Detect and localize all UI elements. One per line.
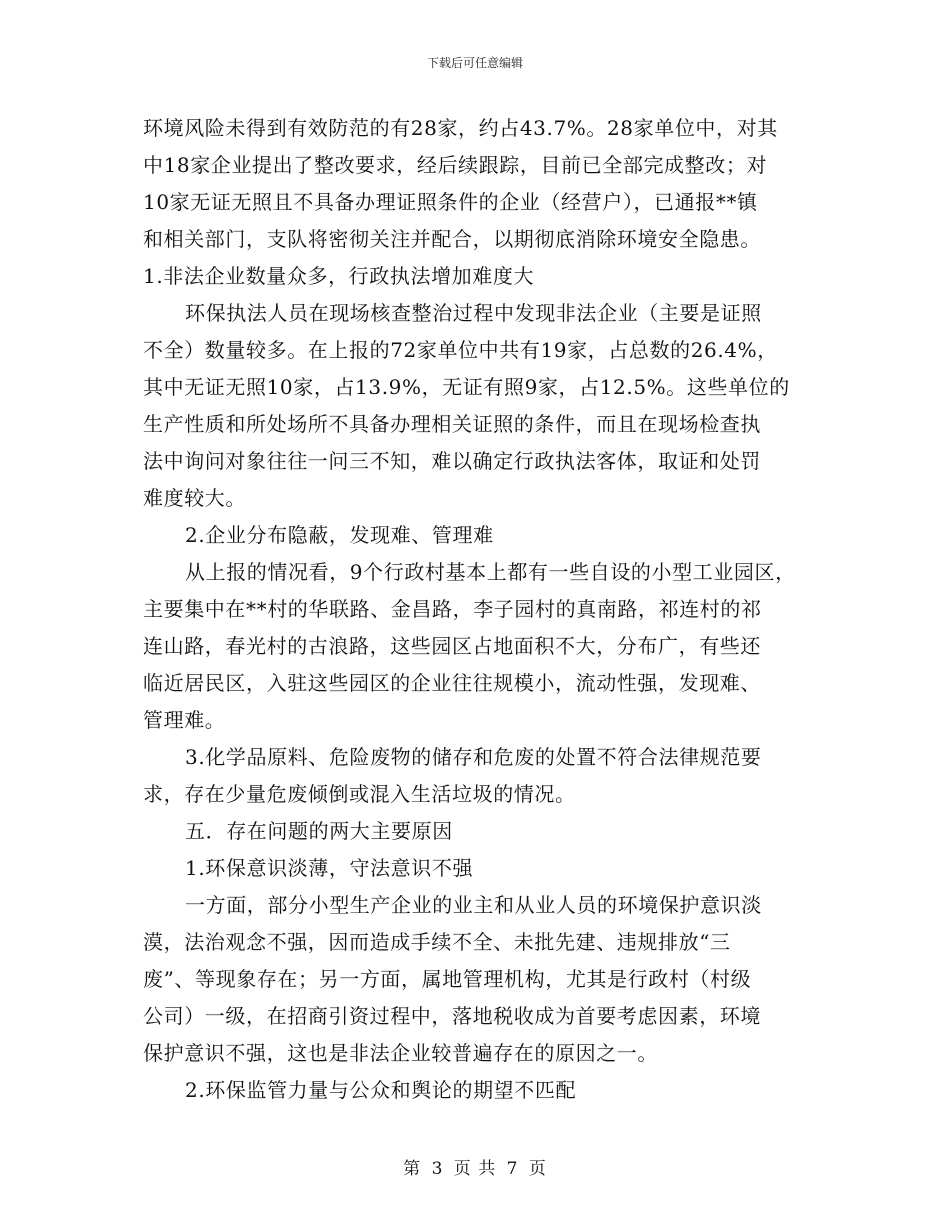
page-total: 7 xyxy=(506,1159,519,1179)
section-heading: 五．存在问题的两大主要原因 xyxy=(185,819,453,843)
section-heading: 1.非法企业数量众多，行政执法增加难度大 xyxy=(143,264,535,288)
text-line: 10家无证无照且不具备办理证照条件的企业（经营户），已通报**镇 xyxy=(143,190,758,214)
text-line: 难度较大。 xyxy=(143,486,246,510)
text-line: 连山路，春光村的古浪路，这些园区占地面积不大，分布广，有些还 xyxy=(143,634,761,658)
page-number: 3 xyxy=(431,1159,444,1179)
text-line: 法中询问对象往往一问三不知，难以确定行政执法客体，取证和处罚 xyxy=(143,449,761,473)
text-line: 漠，法治观念不强，因而造成手续不全、未批先建、违规排放“三 xyxy=(143,930,731,954)
text-line: 公司）一级，在招商引资过程中，落地税收成为首要考虑因素，环境 xyxy=(143,1004,761,1028)
text-line: 保护意识不强，这也是非法企业较普遍存在的原因之一。 xyxy=(143,1041,658,1065)
section-heading: 2.环保监管力量与公众和舆论的期望不匹配 xyxy=(185,1078,577,1102)
section-heading: 1.环保意识淡薄，守法意识不强 xyxy=(185,856,474,880)
text-line: 中18家企业提出了整改要求，经后续跟踪，目前已全部完成整改；对 xyxy=(143,153,768,177)
text-line: 从上报的情况看，9个行政村基本上都有一些自设的小型工业园区， xyxy=(185,560,796,584)
section-heading: 2.企业分布隐蔽，发现难、管理难 xyxy=(185,523,494,547)
text-line: 临近居民区，入驻这些园区的企业往往规模小，流动性强，发现难、 xyxy=(143,671,761,695)
text-line: 主要集中在**村的华联路、金昌路，李子园村的真南路，祁连村的祁 xyxy=(143,597,762,621)
document-body xyxy=(143,110,815,1109)
text-line: 环保执法人员在现场核查整治过程中发现非法企业（主要是证照 xyxy=(185,301,762,325)
footer-middle: 页 共 xyxy=(453,1159,497,1179)
footer-prefix: 第 xyxy=(403,1159,422,1179)
text-line: 一方面，部分小型生产企业的业主和从业人员的环境保护意识淡 xyxy=(185,893,762,917)
text-line: 不全）数量较多。在上报的72家单位中共有19家，占总数的26.4%， xyxy=(143,338,778,362)
section-heading: 3.化学品原料、危险废物的储存和危废的处置不符合法律规范要 xyxy=(185,745,762,769)
text-line: 求，存在少量危废倾倒或混入生活垃圾的情况。 xyxy=(143,782,576,806)
text-line: 其中无证无照10家，占13.9%，无证有照9家，占12.5%。这些单位的 xyxy=(143,375,790,399)
text-line: 管理难。 xyxy=(143,708,226,732)
footer-suffix: 页 xyxy=(528,1159,547,1179)
page-footer xyxy=(0,1154,950,1179)
text-line: 废”、等现象存在；另一方面，属地管理机构，尤其是行政村（村级 xyxy=(143,967,752,991)
text-line: 生产性质和所处场所不具备办理相关证照的条件，而且在现场检查执 xyxy=(143,412,761,436)
page-header: 下载后可任意编辑 xyxy=(426,56,523,70)
text-line: 和相关部门，支队将密彻关注并配合，以期彻底消除环境安全隐患。 xyxy=(143,227,761,251)
text-line: 环境风险未得到有效防范的有28家，约占43.7%。28家单位中，对其 xyxy=(143,116,778,140)
